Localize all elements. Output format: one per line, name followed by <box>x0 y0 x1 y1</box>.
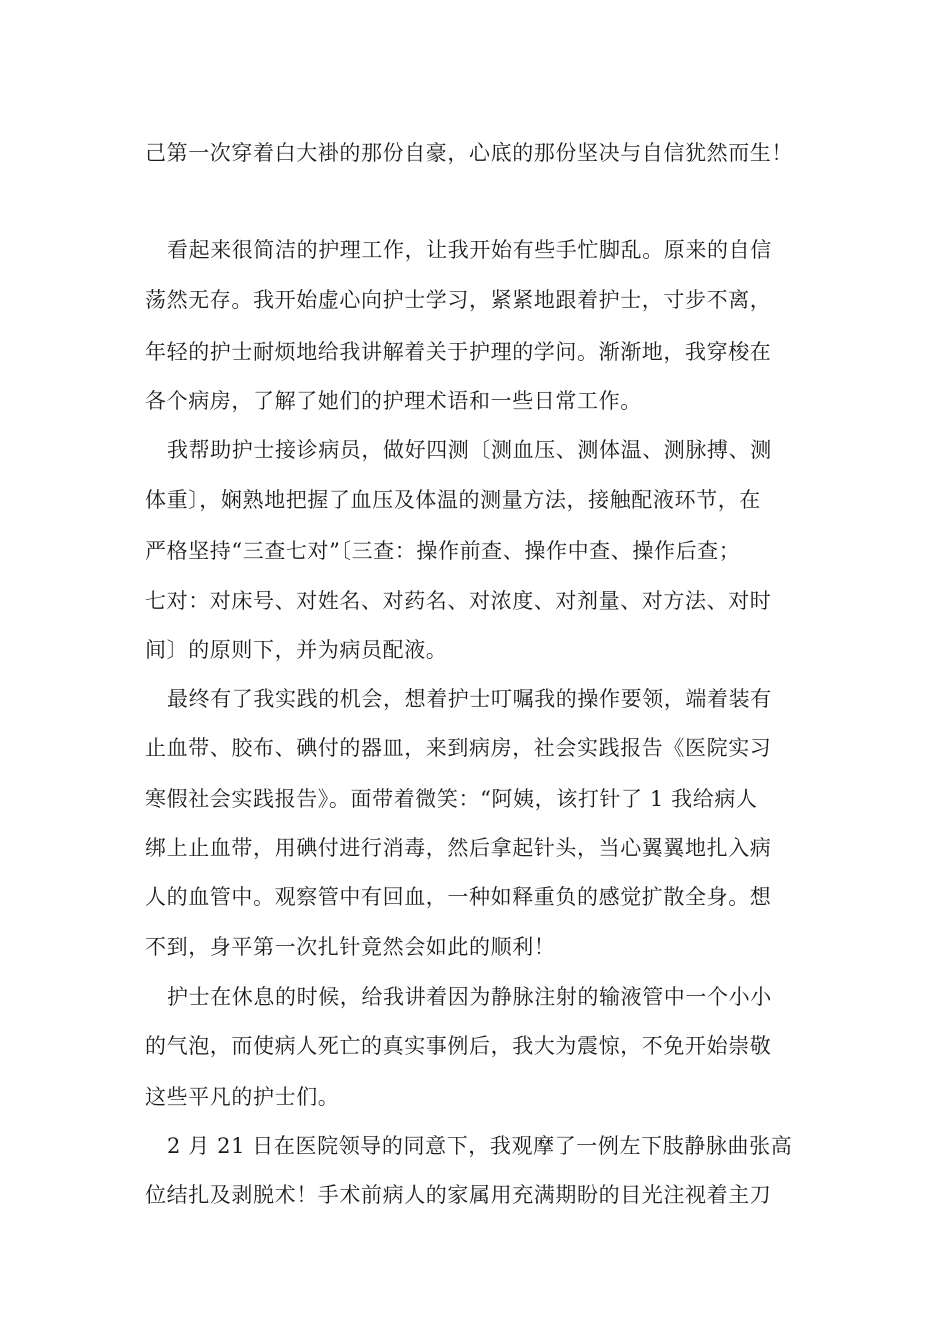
text-line: 年轻的护士耐烦地给我讲解着关于护理的学问。渐渐地，我穿梭在 <box>145 340 772 364</box>
text-line: 止血带、胶布、碘付的器皿，来到病房，社会实践报告《医院实习 <box>145 736 772 760</box>
text-line: 严格坚持“三查七对”〔三查：操作前查、操作中查、操作后查； <box>145 539 741 563</box>
text-line: 己第一次穿着白大褂的那份自豪，心底的那份坚决与自信犹然而生！ <box>145 141 793 165</box>
text-line: 寒假社会实践报告》。面带着微笑：“阿姨，该打针了 1 我给病人 <box>145 787 758 811</box>
text-line: 我帮助护士接诊病员，做好四测〔测血压、测体温、测脉搏、测 <box>167 438 772 462</box>
text-line: 最终有了我实践的机会，想着护士叮嘱我的操作要领，端着装有 <box>167 687 772 711</box>
text-line: 各个病房，了解了她们的护理术语和一些日常工作。 <box>145 389 642 413</box>
text-line: 七对：对床号、对姓名、对药名、对浓度、对剂量、对方法、对时 <box>145 589 772 613</box>
text-line: 护士在休息的时候，给我讲着因为静脉注射的输液管中一个小小 <box>167 985 772 1009</box>
text-line: 看起来很简洁的护理工作，让我开始有些手忙脚乱。原来的自信 <box>167 238 772 262</box>
text-line: 体重〕，娴熟地把握了血压及体温的测量方法，接触配液环节，在 <box>145 488 761 512</box>
text-line: 荡然无存。我开始虚心向护士学习，紧紧地跟着护士，寸步不离， <box>145 288 772 312</box>
text-line: 间〕的原则下，并为病员配液。 <box>145 638 448 662</box>
text-line: 人的血管中。观察管中有回血，一种如释重负的感觉扩散全身。想 <box>145 885 772 909</box>
text-line: 2 月 21 日在医院领导的同意下，我观摩了一例左下肢静脉曲张高 <box>167 1134 793 1158</box>
text-line: 不到，身平第一次扎针竟然会如此的顺利！ <box>145 935 556 959</box>
text-line: 这些平凡的护士们。 <box>145 1085 340 1109</box>
text-line: 的气泡，而使病人死亡的真实事例后，我大为震惊，不免开始崇敬 <box>145 1034 772 1058</box>
text-line: 位结扎及剥脱术！手术前病人的家属用充满期盼的目光注视着主刀 <box>145 1183 772 1207</box>
text-line: 绑上止血带，用碘付进行消毒，然后拿起针头，当心翼翼地扎入病 <box>145 836 772 860</box>
